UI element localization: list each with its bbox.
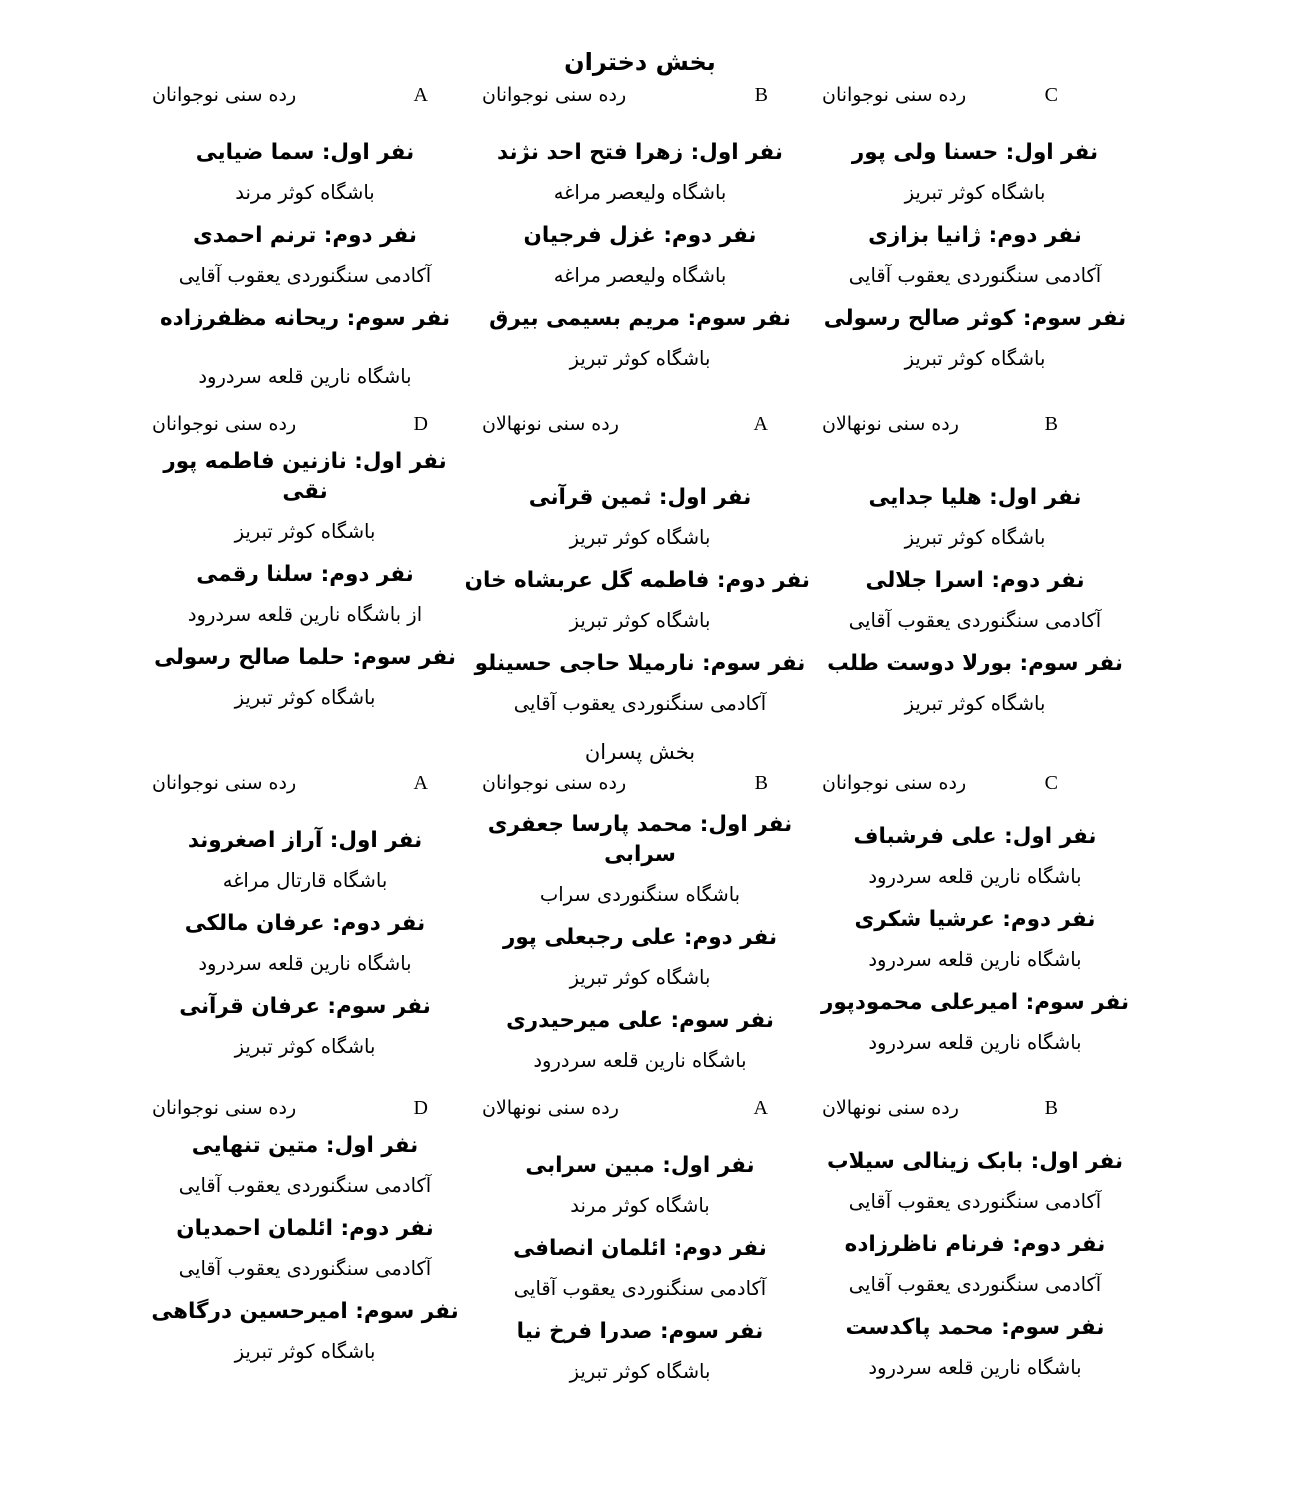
- girls-kids-grid: [140, 409, 1140, 732]
- winner-entries: [470, 138, 810, 374]
- winner-name: نفر دوم: علی رجبعلی پور: [502, 925, 778, 950]
- winner-entry: [470, 304, 810, 374]
- winner-name: نفر اول: نازنین فاطمه پور نقی: [163, 449, 447, 504]
- category-cell: [810, 409, 1140, 732]
- winner-club: باشگاه کوثر مرند: [235, 181, 375, 204]
- winner-club: آکادمی سنگنوردی یعقوب آقایی: [848, 264, 1102, 287]
- category-label: رده سنی نوجوانان: [152, 84, 297, 106]
- winner-club: باشگاه کوثر تبریز: [569, 966, 711, 989]
- category-label: رده سنی نونهالان: [822, 1097, 959, 1119]
- category-header: [470, 768, 810, 798]
- winner-name: نفر دوم: سلنا رقمی: [196, 562, 414, 587]
- boys-section-title: بخش پسران: [584, 740, 696, 764]
- winner-club: باشگاه نارین قلعه سردرود: [868, 1031, 1082, 1054]
- girls-section-title: بخش دختران: [564, 48, 716, 76]
- category-letter: B: [754, 84, 768, 106]
- winner-entry: [810, 138, 1140, 208]
- category-cell: [470, 768, 810, 1089]
- winner-name: نفر دوم: فاطمه گل عربشاه خان: [464, 568, 810, 593]
- winner-name: نفر سوم: بورلا دوست طلب: [827, 651, 1123, 676]
- winner-entry: [810, 905, 1140, 975]
- category-label: رده سنی نونهالان: [822, 413, 959, 435]
- winner-name: نفر اول: بابک زینالی سیلاب: [826, 1149, 1124, 1174]
- winner-entry: [470, 221, 810, 291]
- winner-entry: [140, 643, 470, 713]
- winner-club: باشگاه نارین قلعه سردرود: [868, 1356, 1082, 1379]
- category-label: رده سنی نوجوانان: [482, 84, 627, 106]
- category-letter: C: [1044, 84, 1058, 106]
- winner-entry: [140, 992, 470, 1062]
- winner-club: باشگاه قارتال مراغه: [222, 869, 388, 892]
- winner-entry: [810, 304, 1140, 374]
- winner-club: باشگاه کوثر تبریز: [904, 526, 1046, 549]
- winner-club: باشگاه نارین قلعه سردرود: [198, 365, 412, 388]
- winner-entry: [140, 560, 470, 630]
- winner-entry: [140, 909, 470, 979]
- category-cell: [810, 80, 1140, 405]
- category-header: [810, 1093, 1140, 1123]
- winner-name: نفر اول: سما ضیایی: [195, 140, 415, 165]
- winner-entry: [470, 1006, 810, 1076]
- category-label: رده سنی نونهالان: [482, 413, 619, 435]
- winner-entries: [810, 1147, 1140, 1383]
- winner-entries: [140, 1131, 470, 1367]
- winner-name: نفر سوم: امیرحسین درگاهی: [151, 1299, 459, 1324]
- category-label: رده سنی نونهالان: [482, 1097, 619, 1119]
- winner-name: نفر دوم: ژانیا بزازی: [868, 223, 1082, 248]
- winner-club: باشگاه کوثر تبریز: [234, 1035, 376, 1058]
- winner-club: آکادمی سنگنوردی یعقوب آقایی: [848, 609, 1102, 632]
- category-letter: D: [413, 413, 428, 435]
- category-letter: C: [1044, 772, 1058, 794]
- winner-entry: [470, 923, 810, 993]
- category-header: [470, 80, 810, 110]
- winner-entry: [140, 138, 470, 208]
- winner-entry: [140, 304, 470, 392]
- winner-club: از باشگاه نارین قلعه سردرود: [187, 603, 423, 626]
- winner-club: باشگاه کوثر تبریز: [569, 609, 711, 632]
- winner-entry: [140, 447, 470, 547]
- boys-kids-grid: [140, 1093, 1140, 1400]
- winner-club: آکادمی سنگنوردی یعقوب آقایی: [513, 1277, 767, 1300]
- winner-club: باشگاه کوثر تبریز: [569, 526, 711, 549]
- winner-entry: [810, 566, 1140, 636]
- winner-entries: [810, 483, 1140, 719]
- winner-club: باشگاه نارین قلعه سردرود: [868, 865, 1082, 888]
- winner-club: آکادمی سنگنوردی یعقوب آقایی: [513, 692, 767, 715]
- winner-name: نفر اول: ثمین قرآنی: [528, 485, 752, 510]
- document-content: [140, 0, 1140, 1400]
- winner-entry: [464, 566, 810, 636]
- winner-entry: [810, 1313, 1140, 1383]
- winner-club: باشگاه کوثر تبریز: [234, 520, 376, 543]
- winner-name: نفر سوم: علی میرحیدری: [506, 1008, 774, 1033]
- winner-entry: [470, 1234, 810, 1304]
- category-header: [810, 80, 1140, 110]
- winner-entry: [140, 1214, 470, 1284]
- category-label: رده سنی نوجوانان: [152, 772, 297, 794]
- winner-name: نفر دوم: فرنام ناظرزاده: [844, 1232, 1106, 1257]
- category-label: رده سنی نوجوانان: [482, 772, 627, 794]
- winner-club: باشگاه نارین قلعه سردرود: [868, 948, 1082, 971]
- winner-entry: [810, 822, 1140, 892]
- winner-entry: [810, 221, 1140, 291]
- winner-name: نفر سوم: مریم بسیمی بیرق: [489, 306, 791, 331]
- winner-name: نفر اول: مبین سرابی: [525, 1153, 755, 1178]
- category-header: [140, 80, 470, 110]
- winner-club: آکادمی سنگنوردی یعقوب آقایی: [848, 1273, 1102, 1296]
- winner-club: باشگاه کوثر تبریز: [234, 686, 376, 709]
- winner-entry: [140, 1131, 470, 1201]
- winner-name: نفر اول: علی فرشباف: [853, 824, 1097, 849]
- winner-name: نفر دوم: ائلمان انصافی: [513, 1236, 767, 1261]
- winner-entry: [470, 810, 810, 910]
- category-header: [140, 409, 470, 439]
- winner-entry: [810, 649, 1140, 719]
- winner-club: آکادمی سنگنوردی یعقوب آقایی: [848, 1190, 1102, 1213]
- category-cell: [470, 80, 810, 405]
- winner-club: باشگاه نارین قلعه سردرود: [198, 952, 412, 975]
- winner-club: باشگاه کوثر تبریز: [904, 692, 1046, 715]
- category-header: [470, 1093, 810, 1123]
- winner-entry: [470, 138, 810, 208]
- category-cell: [140, 409, 470, 732]
- winner-club: باشگاه کوثر مرند: [570, 1194, 710, 1217]
- winner-entry: [810, 483, 1140, 553]
- category-letter: A: [413, 84, 428, 106]
- girls-teens-grid: [140, 80, 1140, 405]
- category-cell: [140, 1093, 470, 1400]
- winner-club: باشگاه کوثر تبریز: [569, 347, 711, 370]
- winner-name: نفر سوم: صدرا فرخ نیا: [516, 1319, 764, 1344]
- winner-club: آکادمی سنگنوردی یعقوب آقایی: [178, 264, 432, 287]
- winner-entry: [470, 483, 810, 553]
- winner-name: نفر اول: محمد پارسا جعفری سرابی: [487, 812, 793, 867]
- winner-name: نفر سوم: امیرعلی محمودپور: [820, 990, 1130, 1015]
- winner-name: نفر سوم: عرفان قرآنی: [179, 994, 431, 1019]
- boys-teens-grid: [140, 768, 1140, 1089]
- winner-entry: [810, 988, 1140, 1058]
- category-letter: B: [1044, 413, 1058, 435]
- category-letter: A: [753, 1097, 768, 1119]
- winner-club: باشگاه نارین قلعه سردرود: [533, 1049, 747, 1072]
- winner-name: نفر اول: آراز اصغروند: [187, 828, 423, 853]
- category-label: رده سنی نوجوانان: [152, 413, 297, 435]
- winner-entries: [470, 810, 810, 1076]
- winner-entries: [140, 138, 470, 392]
- winner-name: نفر اول: زهرا فتح احد نژند: [497, 140, 783, 165]
- winner-name: نفر دوم: غزل فرجیان: [523, 223, 757, 248]
- winner-club: آکادمی سنگنوردی یعقوب آقایی: [178, 1257, 432, 1280]
- winner-name: نفر سوم: حلما صالح رسولی: [154, 645, 456, 670]
- winner-entry: [140, 826, 470, 896]
- winner-entry: [470, 1151, 810, 1221]
- winner-club: باشگاه ولیعصر مراغه: [553, 181, 727, 204]
- winner-name: نفر سوم: نارمیلا حاجی حسینلو: [474, 651, 806, 676]
- winner-name: نفر سوم: محمد پاکدست: [845, 1315, 1105, 1340]
- winner-club: باشگاه کوثر تبریز: [234, 1340, 376, 1363]
- winner-entries: [470, 1151, 810, 1387]
- winner-name: نفر اول: متین تنهایی: [191, 1133, 419, 1158]
- category-header: [140, 768, 470, 798]
- winner-name: نفر اول: هلیا جدایی: [868, 485, 1082, 510]
- category-cell: [464, 409, 810, 732]
- winner-entries: [810, 138, 1140, 374]
- winner-name: نفر دوم: اسرا جلالی: [865, 568, 1085, 593]
- winner-club: باشگاه سنگنوردی سراب: [539, 883, 741, 906]
- category-letter: A: [753, 413, 768, 435]
- winner-entry: [140, 1297, 470, 1367]
- category-cell: [140, 80, 470, 405]
- winner-entry: [470, 1317, 810, 1387]
- category-label: رده سنی نوجوانان: [822, 772, 967, 794]
- winner-entry: [470, 649, 810, 719]
- winner-club: باشگاه کوثر تبریز: [904, 181, 1046, 204]
- winner-name: نفر سوم: کوثر صالح رسولی: [823, 306, 1127, 331]
- winner-club: آکادمی سنگنوردی یعقوب آقایی: [178, 1174, 432, 1197]
- category-header: [810, 409, 1140, 439]
- winner-entries: [810, 822, 1140, 1058]
- category-cell: [140, 768, 470, 1089]
- winner-entries: [464, 483, 810, 719]
- category-letter: B: [1044, 1097, 1058, 1119]
- winner-club: باشگاه ولیعصر مراغه: [553, 264, 727, 287]
- winner-name: نفر دوم: ترنم احمدی: [193, 223, 417, 248]
- winner-entry: [810, 1230, 1140, 1300]
- category-header: [470, 409, 810, 439]
- winner-entries: [140, 826, 470, 1062]
- winner-name: نفر دوم: عرشیا شکری: [854, 907, 1096, 932]
- category-cell: [810, 768, 1140, 1089]
- winner-name: نفر سوم: ریحانه مظفرزاده: [159, 306, 451, 331]
- winner-name: نفر اول: حسنا ولی پور: [851, 140, 1099, 165]
- category-letter: D: [413, 1097, 428, 1119]
- category-cell: [810, 1093, 1140, 1400]
- winner-entry: [140, 221, 470, 291]
- winner-club: باشگاه کوثر تبریز: [904, 347, 1046, 370]
- winner-club: باشگاه کوثر تبریز: [569, 1360, 711, 1383]
- category-label: رده سنی نوجوانان: [152, 1097, 297, 1119]
- winner-name: نفر دوم: عرفان مالکی: [184, 911, 426, 936]
- category-header: [140, 1093, 470, 1123]
- category-header: [810, 768, 1140, 798]
- category-letter: A: [413, 772, 428, 794]
- winner-name: نفر دوم: ائلمان احمدیان: [176, 1216, 434, 1241]
- category-label: رده سنی نوجوانان: [822, 84, 967, 106]
- winner-entry: [810, 1147, 1140, 1217]
- category-letter: B: [754, 772, 768, 794]
- winner-entries: [140, 447, 470, 713]
- category-cell: [470, 1093, 810, 1400]
